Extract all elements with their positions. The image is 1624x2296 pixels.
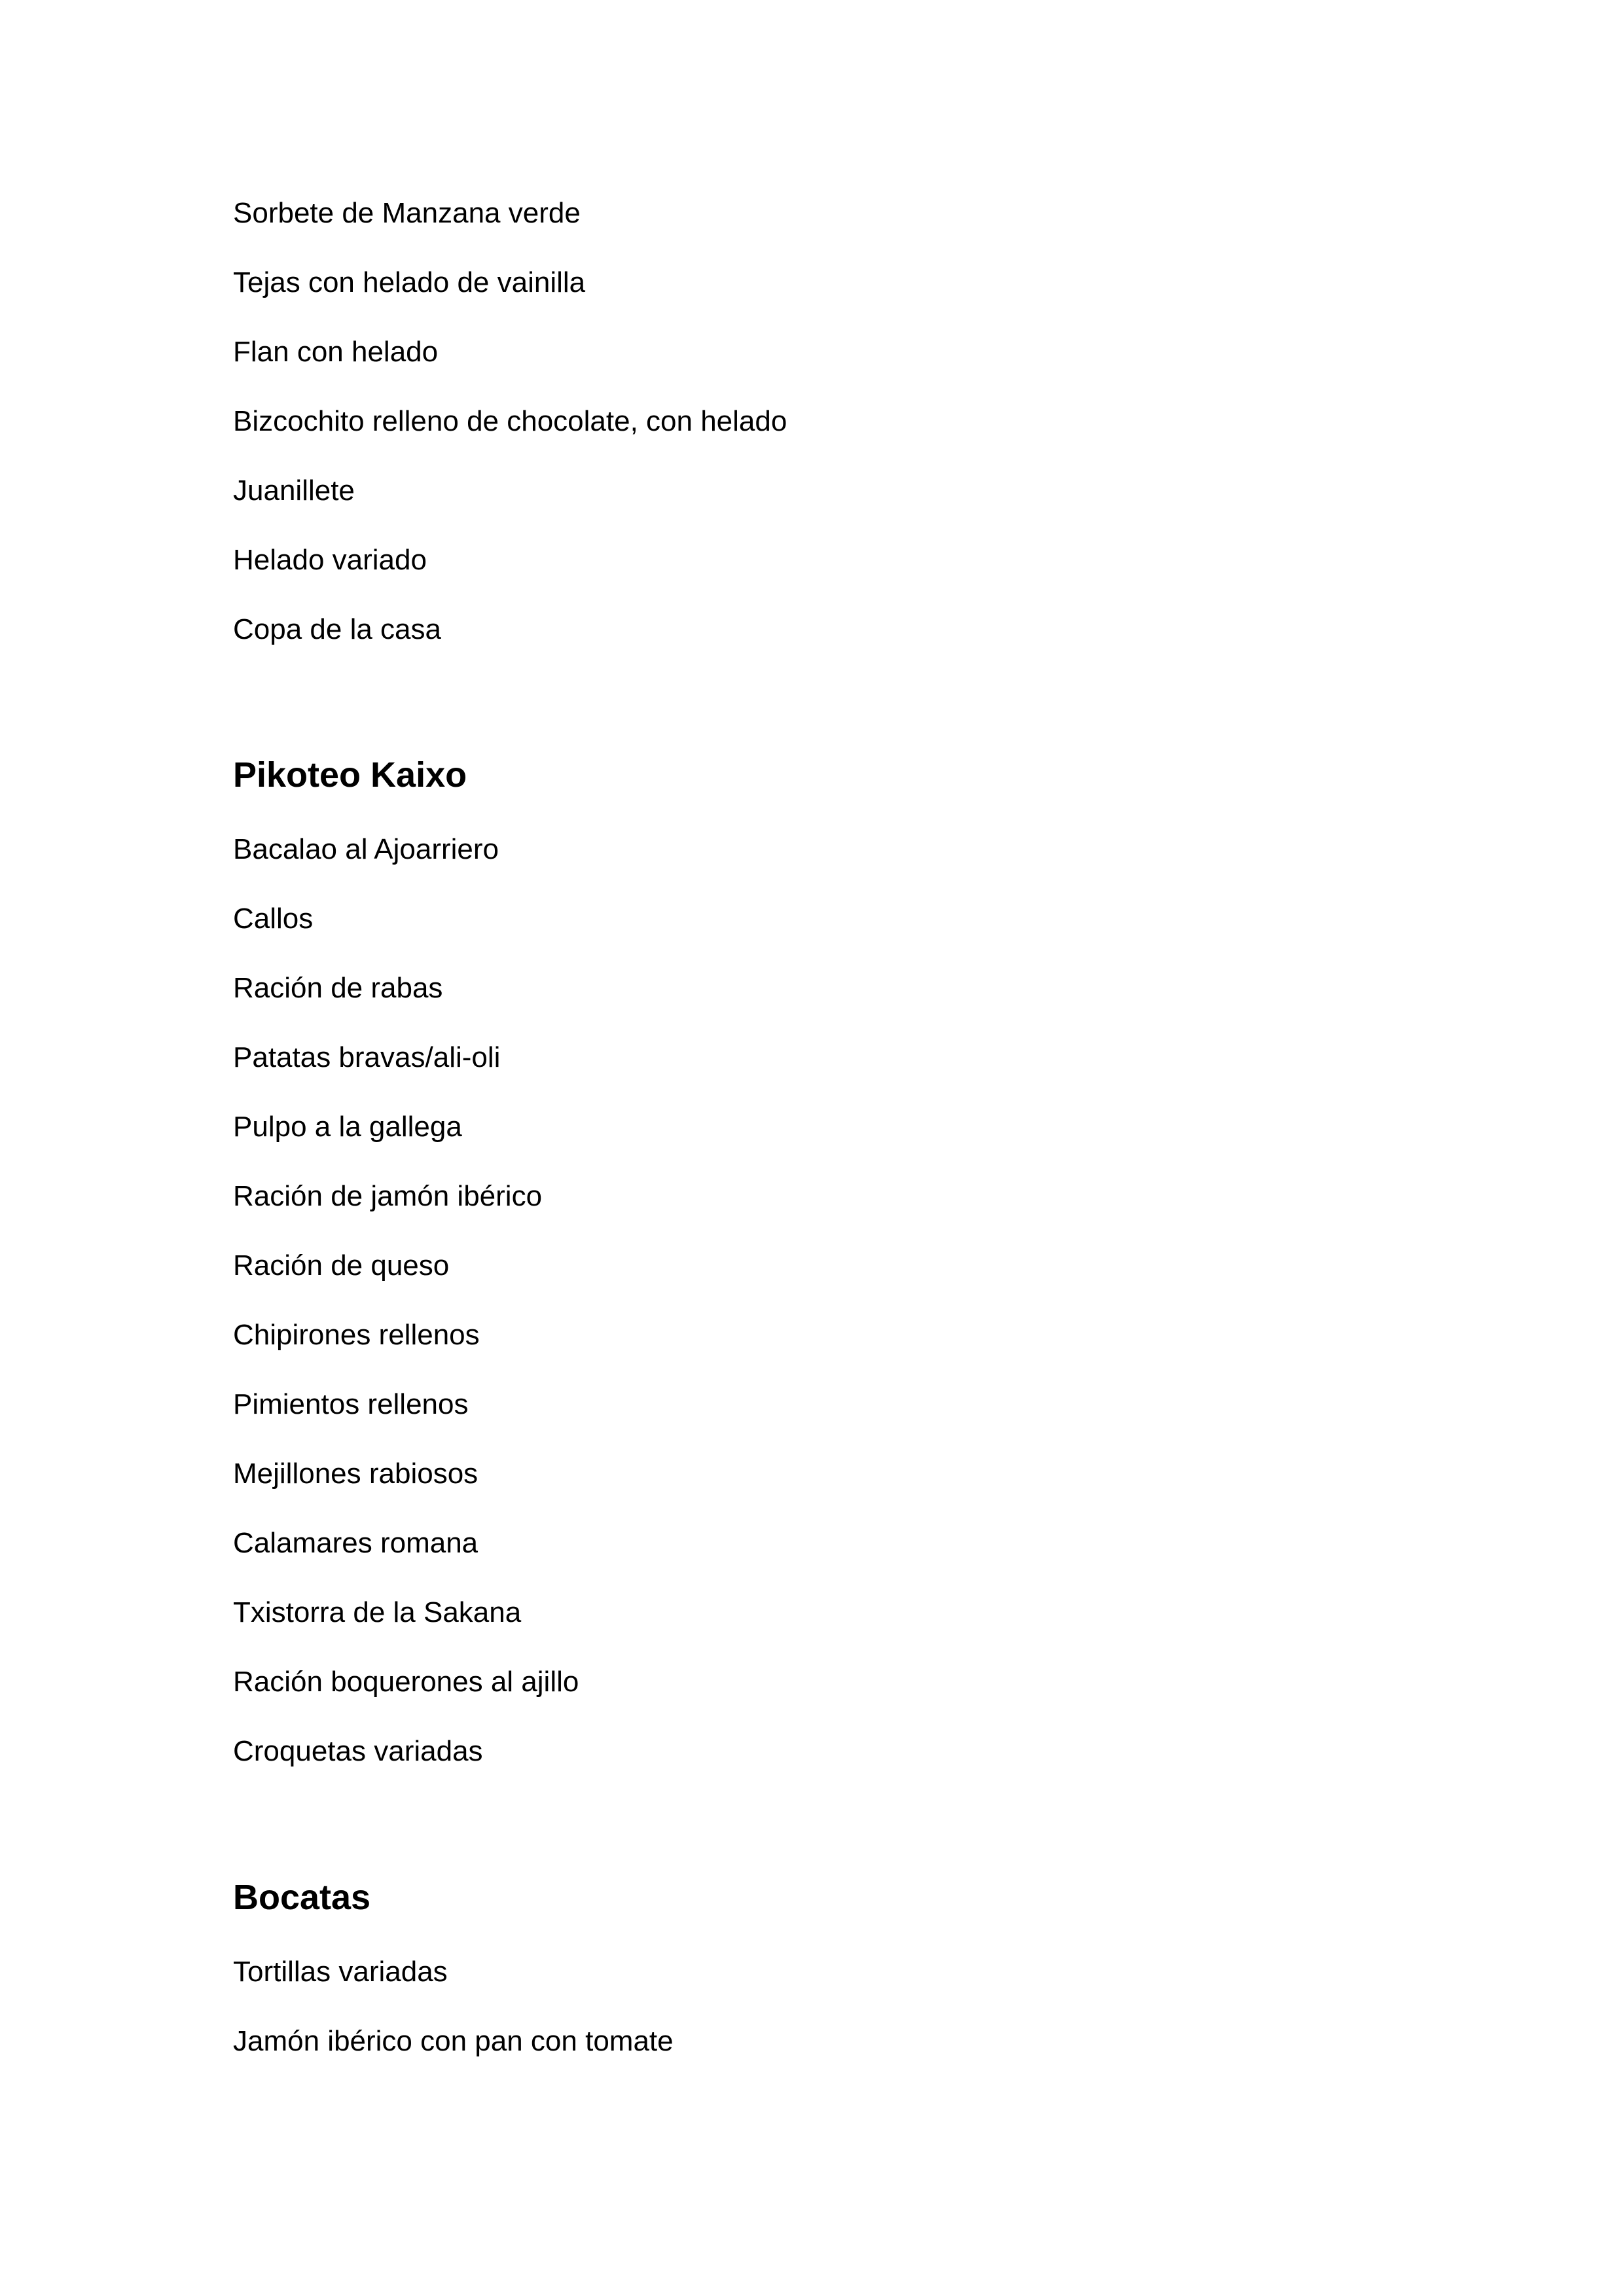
menu-item: Ración boquerones al ajillo — [233, 1666, 579, 1698]
menu-item: Txistorra de la Sakana — [233, 1596, 522, 1628]
section-heading-pikoteo: Pikoteo Kaixo — [233, 755, 467, 795]
menu-item: Pulpo a la gallega — [233, 1111, 462, 1143]
section-heading-bocatas: Bocatas — [233, 1878, 371, 1917]
menu-item: Pimientos rellenos — [233, 1388, 469, 1420]
menu-item: Ración de jamón ibérico — [233, 1180, 543, 1212]
menu-item: Mejillones rabiosos — [233, 1458, 478, 1490]
menu-item: Ración de queso — [233, 1249, 450, 1282]
menu-item: Calamares romana — [233, 1527, 478, 1559]
menu-item: Copa de la casa — [233, 613, 441, 645]
menu-item: Sorbete de Manzana verde — [233, 197, 581, 229]
menu-item: Bizcochito relleno de chocolate, con helado — [233, 405, 787, 437]
menu-item: Croquetas variadas — [233, 1735, 483, 1767]
menu-item: Patatas bravas/ali-oli — [233, 1041, 501, 1073]
menu-item: Jamón ibérico con pan con tomate — [233, 2025, 674, 2057]
menu-item: Helado variado — [233, 544, 427, 576]
menu-item: Callos — [233, 903, 314, 935]
menu-item: Ración de rabas — [233, 972, 443, 1004]
menu-item: Chipirones rellenos — [233, 1319, 480, 1351]
menu-item: Tejas con helado de vainilla — [233, 266, 586, 298]
menu-item: Flan con helado — [233, 336, 439, 368]
menu-item: Juanillete — [233, 475, 355, 507]
menu-item: Bacalao al Ajoarriero — [233, 833, 499, 865]
menu-item: Tortillas variadas — [233, 1956, 448, 1988]
